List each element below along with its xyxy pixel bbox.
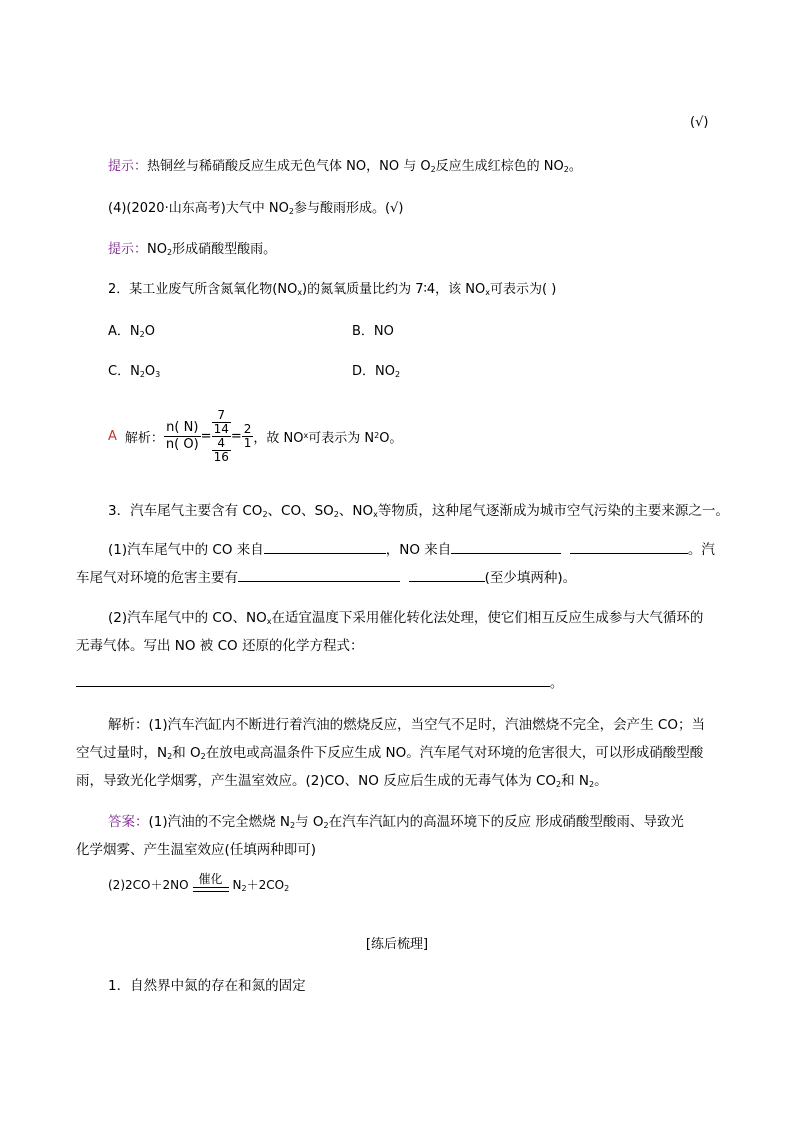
blank-harm-2[interactable] [409, 567, 485, 582]
question-3-part-2: (2)汽车尾气中的 CO、$NO_x$在适宜温度下采用催化转化法处理，使它们相互反应生成参与大气循环的 [108, 610, 704, 626]
question-3-answer-equation: (2)2CO＋2NO 催化 $N_2+2CO_2$ [108, 872, 290, 893]
question-3-stem: 3．汽车尾气主要含有 $CO_2$、CO、$SO_2$、$NO_x$等物质，这种尾气逐渐成为城市空气污染的主要来源之一。 [108, 503, 729, 519]
question-3-part-1-line-2: 车尾气对环境的危害主要有 (至少填两种)。 [76, 566, 576, 586]
question-3-part-2-line-2: 无毒气体。写出 NO 被 CO 还原的化学方程式： [76, 638, 364, 654]
hint-line-1: 提示：热铜丝与稀硝酸反应生成无色气体 NO，NO 与 $O_2$反应生成红棕色的 $NO_2$。 [108, 159, 582, 174]
question-2-stem: 2．某工业废气所含氮氧化物$(NO_x)$的氮氧质量比约为 7∶4，该 $NO_x$可表示为( ) [108, 282, 557, 297]
blank-no-source-2[interactable] [570, 539, 688, 554]
hint-line-2: 提示：$NO_2$形成硝酸型酸雨。 [108, 242, 277, 257]
blank-co-source[interactable] [264, 539, 386, 554]
question-3-part-1: (1)汽车尾气中的 CO 来自 ，NO 来自 。汽 [108, 538, 715, 558]
question-3-answer-line-2: 化学烟雾、产生温室效应(任填两种即可) [76, 842, 317, 858]
option-b[interactable]: B．NO [352, 324, 394, 339]
hint-label: 提示： [108, 242, 148, 257]
analysis-label: 解析： [124, 430, 164, 446]
result-fraction: $\frac{2}{1}$ [243, 421, 252, 450]
ratio-fraction: $\frac{n( N)}{n( O)}$ [165, 419, 199, 452]
question-3-analysis-line-1: 解析：(1)汽车汽缸内不断进行着汽油的燃烧反应，当空气不足时，汽油燃烧不完全，会产生 CO；当 [108, 717, 705, 733]
option-c[interactable]: C．$N_2O_3$ [108, 364, 161, 379]
answer-letter: A [108, 428, 117, 444]
section-item-1: 1．自然界中氮的存在和氮的固定 [108, 978, 306, 994]
hint-label: 提示： [108, 159, 148, 174]
catalyst-arrow: 催化 [193, 872, 229, 893]
question-3-analysis-line-2: 空气过量时，$N_2$和 $O_2$在放电或高温条件下反应生成 NO。汽车尾气对环境的危害很大，可以形成硝酸型酸 [76, 745, 704, 761]
blank-no-source-1[interactable] [451, 539, 561, 554]
question-item-4: (4)(2020·山东高考)大气中 $NO_2$参与酸雨形成。(√) [108, 201, 404, 216]
compound-fraction: $\frac{\frac{7}{14}}{\frac{4}{16}}$ [213, 407, 229, 464]
option-a[interactable]: A．$N_2O$ [108, 324, 155, 339]
question-3-answer-line-1: 答案：(1)汽油的不完全燃烧 $N_2$与 $O_2$在汽车汽缸内的高温环境下的反应 形成硝酸型酸雨、导致光 [108, 814, 684, 830]
answer-mark: (√) [690, 115, 709, 130]
answer-label: 答案： [108, 814, 149, 830]
blank-equation[interactable] [76, 672, 550, 687]
blank-harm-1[interactable] [238, 567, 400, 582]
question-2-analysis: A 解析： $\frac{n( N)}{n( O)}$ = $\frac{\frac{7}{14}}{\frac{4}{16}}$ = $\frac{2}{1}$ ，故 NO x 可表示为 N 2 O。 [108, 407, 403, 464]
option-d[interactable]: D．$NO_2$ [352, 364, 401, 379]
section-title: [练后梳理] [365, 937, 429, 952]
question-3-analysis-line-3: 雨，导致光化学烟雾，产生温室效应。(2)CO、NO 反应后生成的无毒气体为 $CO_2$和 $N_2$。 [76, 773, 608, 789]
equation-answer-blank: 。 [76, 672, 563, 691]
